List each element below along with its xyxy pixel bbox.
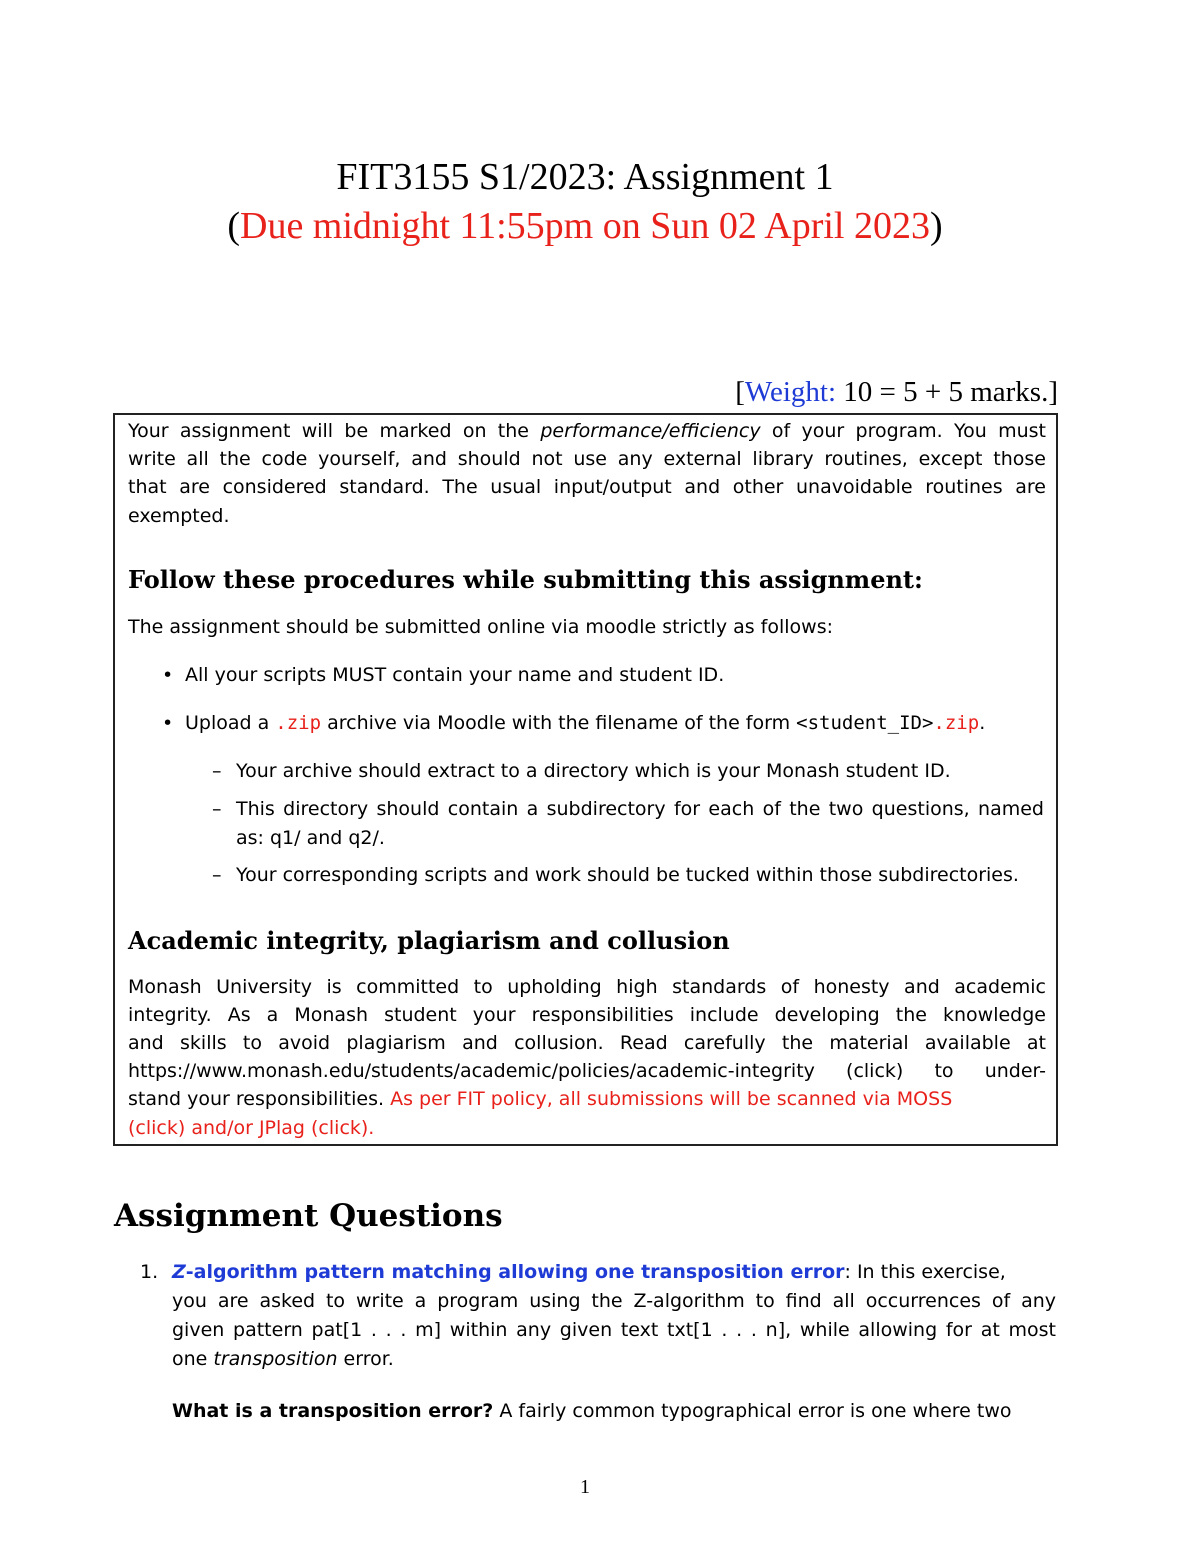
sub-item-directory: This directory should contain a subdirectory for each of the two questions, named xyxy=(236,798,1044,820)
page-title: FIT3155 S1/2023: Assignment 1 xyxy=(336,156,834,198)
dash-marker: – xyxy=(212,798,222,820)
due-date-text: Due midnight 11:55pm on Sun 02 April 2023 xyxy=(240,205,930,247)
question-number: 1. xyxy=(140,1261,159,1283)
integrity-line-1: Monash University is committed to upholding high standards of honesty and academic xyxy=(128,976,1046,998)
dash-marker: – xyxy=(212,864,222,886)
question-1-line-4: one transposition error. xyxy=(172,1348,394,1370)
integrity-line-3: and skills to avoid plagiarism and collusion. Read carefully the material available at xyxy=(128,1032,1046,1054)
procedures-heading: Follow these procedures while submitting this assignment: xyxy=(128,565,923,594)
intro-line-4: exempted. xyxy=(128,505,230,527)
intro-line-3: that are considered standard. The usual input/output and other unavoidable routines are xyxy=(128,476,1046,498)
dash-marker: – xyxy=(212,760,222,782)
questions-heading: Assignment Questions xyxy=(114,1198,503,1234)
transposition-paragraph: What is a transposition error? A fairly common typographical error is one where two xyxy=(172,1400,1012,1422)
integrity-link-line[interactable]: https://www.monash.edu/students/academic/policies/academic-integrity (click) to under- xyxy=(128,1060,1046,1082)
integrity-heading: Academic integrity, plagiarism and collusion xyxy=(128,926,730,955)
question-1-line-3: given pattern pat[1 . . . m] within any given text txt[1 . . . n], while allowing for at most xyxy=(172,1319,1056,1341)
sub-item-directory-cont: as: q1/ and q2/. xyxy=(236,827,385,849)
question-1-line-2: you are asked to write a program using the Z-algorithm to find all occurrences of any xyxy=(172,1290,1056,1312)
bullet-upload: Upload a .zip archive via Moodle with the filename of the form <student_ID>.zip. xyxy=(185,712,986,734)
procedures-intro: The assignment should be submitted online via moodle strictly as follows: xyxy=(128,616,834,638)
page-number: 1 xyxy=(580,1476,590,1498)
weight-label: [Weight: 10 = 5 + 5 marks.] xyxy=(735,376,1058,408)
intro-line-2: write all the code yourself, and should not use any external library routines, except those xyxy=(128,448,1046,470)
due-date: (Due midnight 11:55pm on Sun 02 April 2023) xyxy=(227,205,943,247)
integrity-line-2: integrity. As a Monash student your responsibilities include developing the knowledge xyxy=(128,1004,1046,1026)
integrity-line-5: stand your responsibilities. As per FIT policy, all submissions will be scanned via MOSS xyxy=(128,1088,953,1110)
moss-link[interactable]: As per FIT policy, all submissions will be scanned via MOSS xyxy=(390,1088,953,1110)
bullet-dot: • xyxy=(162,664,174,686)
intro-line-1: Your assignment will be marked on the performance/efficiency of your program. You must xyxy=(128,420,1046,442)
bullet-dot: • xyxy=(162,712,174,734)
jplag-link[interactable]: (click) and/or JPlag (click). xyxy=(128,1117,375,1139)
bullet-scripts: All your scripts MUST contain your name and student ID. xyxy=(185,664,725,686)
sub-item-scripts: Your corresponding scripts and work should be tucked within those subdirectories. xyxy=(236,864,1019,886)
question-1-title: Z-algorithm pattern matching allowing one transposition error: In this exercise, xyxy=(172,1261,1006,1283)
sub-item-archive: Your archive should extract to a directory which is your Monash student ID. xyxy=(236,760,951,782)
